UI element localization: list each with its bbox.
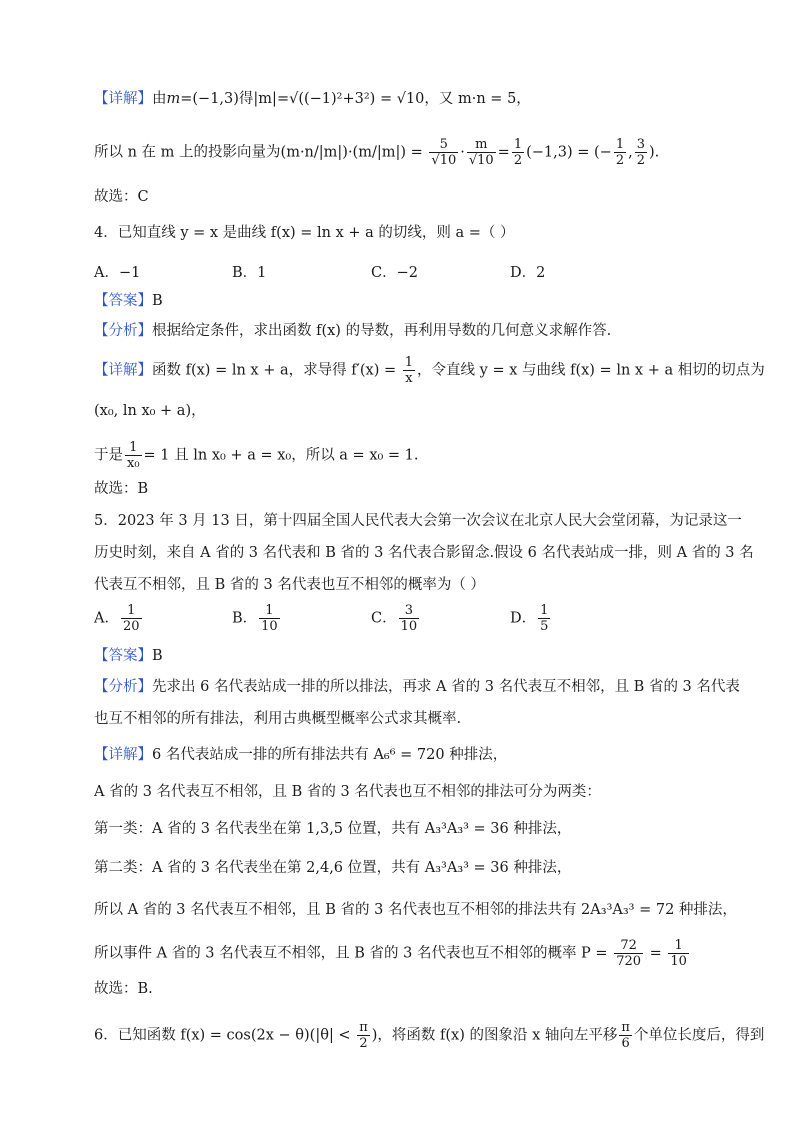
q5-detail-line-2: A 省的 3 名代表互不相邻，且 B 省的 3 名代表也互不相邻的排法可分为两类： [94,784,601,800]
q5-option-b: B． $\frac{1}{10}$ [232,603,278,634]
q3-choice: 故选：C [94,189,149,205]
q4-stem: 4．已知直线 y = x 是曲线 f(x) = ln x + a 的切线，则 a =（ ） [94,225,515,241]
fraction: $\frac{1}{2}$ [615,137,625,168]
fraction: $\frac{1}{x}$ [404,355,414,386]
q5-detail-line-5: 所以 A 省的 3 名代表互不相邻，且 B 省的 3 名代表也互不相邻的排法共有 2A₃³A₃³ = 72 种排法， [94,902,737,918]
fraction: $\frac{\pi}{6}$ [621,1020,630,1051]
q5-answer: 【答案】B [94,648,163,664]
q5-detail-line-4: 第二类：A 省的 3 名代表坐在第 2,4,6 位置，共有 A₃³A₃³ = 36 种排法， [94,860,572,876]
q5-detail-line-6: 所以事件 A 省的 3 名代表互不相邻，且 B 省的 3 名代表也互不相邻的概率 P = $\frac{72}{720}$ = $\frac{1}{10}$ [94,938,687,969]
fraction: $\frac{m}{√10}$ [468,137,494,168]
q5-option-a: A． $\frac{1}{20}$ [94,603,140,634]
q5-detail-line-1: 【详解】6 名代表站成一排的所有排法共有 A₆⁶ = 720 种排法， [94,747,508,763]
q5-stem-line-1: 5．2023 年 3 月 13 日，第十四届全国人民代表大会第一次会议在北京人民大会堂闭幕，为记录这一 [94,513,742,529]
q4-analysis: 【分析】根据给定条件，求出函数 f(x) 的导数，再利用导数的几何意义求解作答. [94,323,612,339]
fraction: $\frac{1}{\text{x₀}}$ [127,440,140,471]
q5-detail-line-3: 第一类：A 省的 3 名代表坐在第 1,3,5 位置，共有 A₃³A₃³ = 36 种排法， [94,821,572,837]
q5-stem-line-3: 代表互不相邻，且 B 省的 3 名代表也互不相邻的概率为（ ） [94,577,485,593]
fraction: $\frac{\pi}{2}$ [359,1020,368,1051]
q5-analysis-line-2: 也互不相邻的所有排法，利用古典概型概率公式求其概率. [94,711,462,727]
q5-option-c: C． $\frac{3}{10}$ [371,603,418,634]
fraction: $\frac{1}{2}$ [513,137,523,168]
fraction: $\frac{1}{10}$ [670,938,687,969]
q4-detail-line-2: (x₀, ln x₀ + a)， [94,403,206,419]
q5-analysis-line-1: 【分析】先求出 6 名代表站成一排的所以排法，再求 A 省的 3 名代表互不相邻，且 B 省的 3 名代表 [94,679,740,695]
q5-choice: 故选：B. [94,981,153,997]
fraction: $\frac{72}{720}$ [616,938,642,969]
fraction: $\frac{5}{√10}$ [431,137,457,168]
q4-option-b: B．1 [232,265,267,281]
q3-detail-line-2: 所以 n 在 m 上的投影向量为(m·n/|m|)·(m/|m|) = $\frac{5}{√10}$ · $\frac{m}{√10}$ = $\frac{1}{2}$ (−1,3) = (− $\frac{1}{2}$ , $\frac{3}{2}$ ). [94,137,660,168]
q3-detail-line-1: 【详解】由m=(−1,3)得|m|=√((−1)²+3²) = √10，又 m·n = 5， [94,91,531,107]
fraction: $\frac{3}{2}$ [636,137,645,168]
q4-option-c: C．−2 [371,265,418,281]
detail-tag: 【详解】 [94,91,152,107]
q4-option-a: A．−1 [94,265,141,281]
q6-stem: 6．已知函数 f(x) = cos(2x − θ)(|θ| < $\frac{\pi}{2}$ )，将函数 f(x) 的图象沿 x 轴向左平移 $\frac{\pi}{6}$ 个单位长度后，得到 [94,1020,765,1051]
q4-answer: 【答案】B [94,293,163,309]
q4-choice: 故选：B [94,481,149,497]
q4-detail-line-3: 于是 $\frac{1}{\text{x₀}}$ = 1 且 ln x₀ + a = x₀，所以 a = x₀ = 1. [94,440,419,471]
q4-option-d: D．2 [510,265,546,281]
q5-stem-line-2: 历史时刻，来自 A 省的 3 名代表和 B 省的 3 名代表合影留念.假设 6 名代表站成一排，则 A 省的 3 名 [94,545,754,561]
q4-detail-line-1: 【详解】函数 f(x) = ln x + a，求导得 f′(x) = $\frac{1}{x}$ ，令直线 y = x 与曲线 f(x) = ln x + a 相切的切点为 [94,355,765,386]
q5-option-d: D． $\frac{1}{5}$ [510,603,549,634]
